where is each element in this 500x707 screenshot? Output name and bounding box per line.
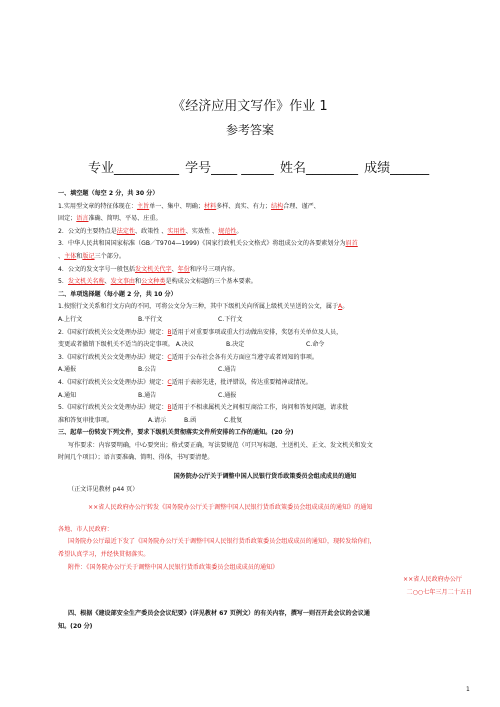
doc-content [58,188,472,634]
answer-signature: ××省人民政府办公厅 [403,576,462,584]
requirement-text: 写作要求：内容要明确，中心要突出；格式要正确，写法要规范（可只写标题、主送机关、正文、发文机关和发文 [68,441,373,449]
question-cont: 、主体和版记三个部分。 [58,252,126,260]
source-doc-title: 国务院办公厅关于调整中国人民银行货币政策委员会组成成员的通知 [173,473,357,481]
question: 4.《国家行政机关公文处理办法》规定：C适用于表彰先进，批评错误，传达重要精神或情况。 [58,378,312,386]
question: 1.实用型文章的特征体现在：主旨单一、集中、明确；材料多样、真实、有力；结构合理、谨严、 [58,202,320,210]
name-field: 姓名________ [279,161,358,176]
student-info-line [88,157,431,176]
question: 5.《国家行政机关公文处理办法》规定：B适用于不相隶属机关之间相互商洽工作，询问和答复问题，请求批 [58,404,349,412]
options: 准和答复审批事项。 A.请示 B.函 C.批复 [58,416,243,424]
page-number: 1 [466,686,470,693]
section-heading: 三、起草一份转发下列文件，要求下级机关贯彻落实文件所安排的工作的通知。(20 分) [58,429,294,437]
options: A.上行文 B.平行文 C.下行文 [58,315,243,323]
student-id-field: 学号____ _____ [185,161,274,176]
section-heading-cont: 知。(20 分) [58,623,93,630]
answer-recipients: 各地、市人民政府： [58,525,113,533]
section-heading: 一、填空题（每空 2 分，共 30 分） [58,190,159,197]
options: A.通知 B.通告 C.通报 [58,391,237,399]
requirement-text: 时间几个项目）；语言要准确、简明、得体，书写要清楚。 [58,454,214,462]
answer-body: 希望认真学习，并经快贯彻落实。 [58,551,150,559]
question: 4．公文的发文字号一般包括发文机关代字、年份和序号三项内容。 [58,265,239,273]
options: A.通报 B.公告 C.通告 [58,366,237,374]
answer-title: ××省人民政府办公厅转发《国务院办公厅关于调整中国人民银行货币政策委员会组成成员的通知》的通知 [88,504,373,512]
question: 3.《国家行政机关公文处理办法》规定：C适用于公布社会各有关方面应当遵守或者周知的事项。 [58,353,318,361]
answer-body: 国务院办公厅最近下发了《国务院办公厅关于调整中国人民银行货币政策委员会组成成员的通知》，现转发给你们， [68,538,376,546]
doc-title: 《经济应用文写作》作业 1 [172,99,328,114]
question-cont: 固定；语言准确、简明、平易、庄重。 [58,215,162,223]
reference-note: （正文详见教材 p44 页） [68,485,139,493]
section-heading: 四、根据《建设部安全生产委员会会议纪要》(详见教材 67 页例文）的有关内容，撰写一则召开此会议的会议通 [68,610,370,618]
answer-attachment: 附件：《国务院办公厅关于调整中国人民银行货币政策委员会组成成员的通知》 [68,563,279,571]
doc-subtitle: 参考答案 [225,123,274,137]
question: 2.《国家行政机关公文处理办法》规定：B适用于对重要事项或重大行动做出安排，奖惩有关单位及人员， [58,328,343,336]
question: 2．公文的主要特点是法定性、政策性 、实用性、实效性 、规范性。 [58,227,243,235]
question: 3．中华人民共和国国家标准（GB／T9704—1999)《国家行政机关公文格式》将组成公文的各要素划分为眉首 [58,240,358,248]
question: 5．发文机关名称、发文事由和公文种类是构成公文标题的三个基本要素。 [58,278,257,286]
score-field: 成绩______ [364,161,430,176]
question: 1.按照行文关系和行文方向的不同，可将公文分为三种，其中下级机关向所属上级机关呈送的公文，属于A。 [58,303,349,311]
section-heading: 二、单项选择题（每小题 2 分，共 10 分） [58,290,177,298]
major-field: 专业__________ [88,161,180,176]
options: 变更或者撤销下级机关不适当的决定事项。 A.决议 B.决定 C.命令 [58,341,325,349]
answer-date: 二○○七年三月二十五日 [406,588,472,596]
